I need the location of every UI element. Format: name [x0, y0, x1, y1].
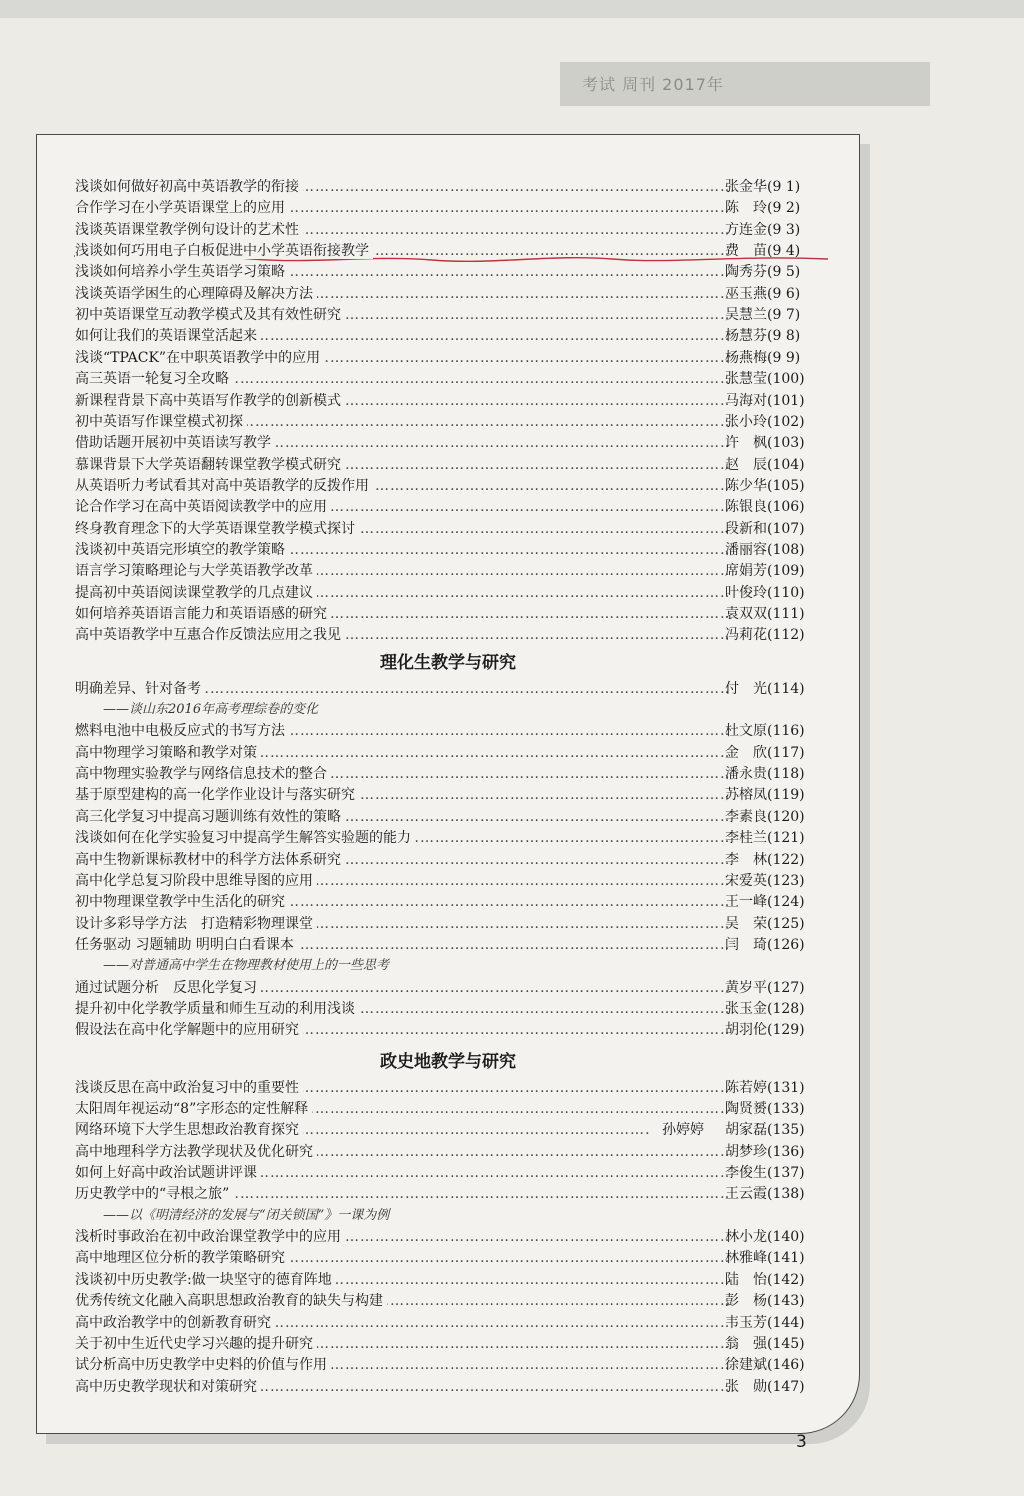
toc-entry [37, 892, 859, 913]
entry-author-page: 黄岁平(127) [725, 979, 805, 996]
toc-entry [37, 828, 859, 849]
entry-title-text: 太阳周年视运动“8”字形态的定性解释 [75, 1101, 312, 1117]
entry-title [75, 1020, 730, 1041]
entry-title-text: 从英语听力考试看其对高中英语教学的反拨作用 [75, 478, 373, 494]
entry-author-page: 陶秀芬(9 5) [725, 264, 801, 281]
entry-author-page: 陶贤赟(133) [725, 1101, 805, 1117]
entry-author-page: 张金华(9 1) [725, 179, 801, 195]
toc-entry [37, 348, 859, 369]
toc-entry [37, 914, 859, 935]
entry-author-page: 巫玉燕(9 6) [725, 285, 801, 302]
entry-title-text: 高中英语教学中互惠合作反馈法应用之我见 [75, 627, 345, 643]
entry-title-text: 终身教育理念下的大学英语课堂教学模式探讨 [75, 521, 359, 537]
entry-title [75, 391, 730, 412]
entry-author-page: 段新和(107) [725, 520, 805, 537]
entry-title-text: 借助话题开展初中英语读写教学 [75, 435, 275, 451]
toc-entry [37, 999, 859, 1020]
toc-entry [37, 1291, 859, 1312]
toc-entry [37, 455, 859, 476]
entry-author-page: 陆 怡(142) [725, 1271, 805, 1288]
entry-title [75, 1313, 730, 1334]
entry-title [75, 1099, 730, 1120]
entry-title [75, 198, 730, 219]
entry-title-text: 试分析高中历史教学中史料的价值与作用 [75, 1357, 331, 1373]
entry-author-page: 金 欣(117) [725, 744, 805, 761]
entry-title-text: 浅谈“TPACK”在中职英语教学中的应用 [75, 350, 324, 366]
toc-entry [37, 519, 859, 540]
toc-entry [37, 679, 859, 700]
toc-entry [37, 850, 859, 871]
toc-entry [37, 433, 859, 454]
entry-author-page: 翁 强(145) [725, 1335, 805, 1352]
entry-author-page: 赵 辰(104) [725, 456, 805, 473]
toc-entry [37, 497, 859, 518]
entry-title-text: 浅谈英语学困生的心理障碍及解决方法 [75, 286, 317, 302]
entry-author-page: 张玉金(128) [725, 1000, 805, 1017]
section-heading: 理化生教学与研究 [380, 652, 516, 673]
toc-entry [37, 807, 859, 828]
entry-title [75, 892, 730, 913]
entry-title-text: 基于原型建构的高一化学作业设计与落实研究 [75, 787, 359, 803]
entry-title-text: 高中地理区位分析的教学策略研究 [75, 1250, 289, 1266]
toc-entry [37, 284, 859, 305]
entry-author-page: 付 光(114) [725, 680, 805, 697]
entry-author-page: 李桂兰(121) [725, 830, 805, 847]
entry-title [75, 220, 730, 241]
entry-title [75, 1334, 730, 1355]
entry-title [75, 177, 730, 198]
entry-title-text: 语言学习策略理论与大学英语教学改革 [75, 563, 317, 579]
toc-entry [37, 177, 859, 198]
entry-title [75, 519, 730, 540]
entry-title [75, 1377, 730, 1398]
entry-title [75, 326, 730, 347]
entry-title-text: 关于初中生近代史学习兴趣的提升研究 [75, 1336, 317, 1352]
entry-title-text: 网络环境下大学生思想政治教育探究 [75, 1122, 303, 1138]
toc-entry [37, 1355, 859, 1376]
masthead-text: 考试 周刊 2017年 [582, 75, 724, 94]
entry-title [75, 497, 730, 518]
entry-title-text: 任务驱动 习题辅助 明明白白看课本 [75, 937, 298, 953]
entry-title [75, 348, 730, 369]
entry-author-page: 张慧莹(100) [725, 371, 805, 388]
toc-entry [37, 1270, 859, 1291]
toc-entry [37, 305, 859, 326]
entry-author-page: 许 枫(103) [725, 435, 805, 452]
entry-title-text: 论合作学习在高中英语阅读教学中的应用 [75, 499, 331, 515]
entry-title [75, 540, 730, 561]
entry-title-text: 假设法在高中化学解题中的应用研究 [75, 1022, 303, 1038]
entry-author-page: 彭 杨(143) [725, 1293, 805, 1310]
entry-author-page: 胡羽伦(129) [725, 1022, 805, 1039]
entry-title-text: 浅谈英语课堂教学例句设计的艺术性 [75, 222, 303, 238]
toc-entry [37, 1184, 859, 1205]
entry-title-text: 提高初中英语阅读课堂教学的几点建议 [75, 585, 317, 601]
entry-author-page: 胡家磊(135) [725, 1122, 805, 1139]
entry-title-text: 新课程背景下高中英语写作教学的创新模式 [75, 393, 345, 409]
entry-title [75, 1184, 730, 1205]
entry-title-text: 浅谈如何在化学实验复习中提高学生解答实验题的能力 [75, 830, 415, 846]
entry-author-page: 陈银良(106) [725, 499, 805, 516]
toc-entry [37, 1377, 859, 1398]
entry-author-page: 李 林(122) [725, 851, 805, 868]
toc-entry [37, 1020, 859, 1041]
entry-author-page: 席娟芳(109) [725, 563, 805, 580]
entry-title-text: 浅谈如何做好初高中英语教学的衔接 [75, 179, 303, 195]
entry-author-page: 宋爱英(123) [725, 872, 805, 889]
toc-entry [37, 412, 859, 433]
toc-entry [37, 935, 859, 956]
entry-title-text: 浅谈初中历史教学:做一块坚守的德育阵地 [75, 1272, 336, 1288]
entry-author-page: 陈 玲(9 2) [725, 200, 801, 217]
entry-author-page: 叶俊玲(110) [725, 584, 805, 601]
entry-title-text: 浅谈如何培养小学生英语学习策略 [75, 264, 289, 280]
toc-entry [37, 1078, 859, 1099]
entry-title [75, 914, 730, 935]
toc-entry [37, 764, 859, 785]
entry-author-page: 方连金(9 3) [725, 221, 801, 238]
entry-title [75, 999, 730, 1020]
entry-author-page: 王一峰(124) [725, 894, 805, 911]
entry-author-page: 袁双双(111) [725, 606, 805, 622]
entry-author-page: 费 苗(9 4) [725, 243, 801, 260]
toc-entry [37, 1313, 859, 1334]
entry-title-text: 高中物理学习策略和教学对策 [75, 745, 261, 761]
entry-title-text: 高中政治教学中的创新教育研究 [75, 1315, 275, 1331]
entry-title [75, 935, 730, 956]
masthead-band [560, 62, 930, 106]
entry-title [75, 561, 730, 582]
entry-author-page: 闫 琦(126) [725, 936, 805, 953]
entry-author-page: 李俊生(137) [725, 1165, 805, 1182]
entry-author-page: 徐建斌(146) [725, 1357, 805, 1374]
entry-author-page: 苏榕凤(119) [725, 787, 805, 804]
entry-author-page: 陈少华(105) [725, 477, 805, 494]
entry-title-text: 如何让我们的英语课堂活起来 [75, 328, 261, 344]
entry-title-text: 初中物理课堂教学中生活化的研究 [75, 894, 289, 910]
toc-entry [37, 1142, 859, 1163]
entry-title [75, 1078, 730, 1099]
entry-title-text: 明确差异、针对备考 [75, 681, 205, 697]
entry-title-text: 如何上好高中政治试题讲评课 [75, 1165, 261, 1181]
entry-title-text: 合作学习在小学英语课堂上的应用 [75, 200, 289, 216]
entry-title [75, 1270, 730, 1291]
entry-title-text: 如何培养英语语言能力和英语语感的研究 [75, 606, 331, 622]
entry-title-text: 历史教学中的“寻根之旅” [75, 1186, 233, 1202]
toc-entry [37, 785, 859, 806]
entry-title [75, 679, 730, 700]
entry-title [75, 625, 730, 646]
entry-title-text: 提升初中化学教学质量和师生互动的利用浅谈 [75, 1001, 359, 1017]
entry-title [75, 828, 730, 849]
toc-entry [37, 476, 859, 497]
entry-title-text: 设计多彩导学方法 打造精彩物理课堂 [75, 916, 317, 932]
toc-entry [37, 391, 859, 412]
toc-entry [37, 721, 859, 742]
entry-title-text: 初中英语课堂互动教学模式及其有效性研究 [75, 307, 345, 323]
entry-author-page: 胡梦珍(136) [725, 1143, 805, 1160]
entry-title-text: 浅谈初中英语完形填空的教学策略 [75, 542, 289, 558]
entry-title [75, 604, 730, 625]
entry-title [75, 476, 730, 497]
toc-entry [37, 1334, 859, 1355]
entry-title-text: 浅谈如何巧用电子白板促进中小学英语衔接教学 [75, 243, 373, 259]
entry-subtitle: ——谈山东2016年高考理综卷的变化 [103, 702, 319, 718]
entry-title-text: 初中英语写作课堂模式初探 [75, 414, 247, 430]
entry-title [75, 1227, 730, 1248]
entry-title [75, 284, 730, 305]
entry-title [75, 455, 730, 476]
toc-entry [37, 369, 859, 390]
entry-title [75, 1355, 730, 1376]
entry-title [75, 764, 730, 785]
entry-title [75, 305, 730, 326]
toc-entry [37, 561, 859, 582]
entry-title-text: 高中历史教学现状和对策研究 [75, 1379, 261, 1395]
entry-author-page: 韦玉芳(144) [725, 1314, 805, 1331]
toc-entry [37, 326, 859, 347]
entry-title-text: 高中物理实验教学与网络信息技术的整合 [75, 766, 331, 782]
entry-title-text: 高三英语一轮复习全攻略 [75, 371, 233, 387]
entry-title [75, 433, 730, 454]
entry-author-page: 林小龙(140) [725, 1229, 805, 1246]
entry-title [75, 807, 730, 828]
toc-entry [37, 220, 859, 241]
entry-title [75, 369, 730, 390]
scan-edge [0, 0, 1024, 18]
toc-entry [37, 1120, 859, 1141]
entry-coauthor: 孙婷婷 [662, 1122, 704, 1139]
entry-subtitle: ——对普通高中学生在物理教材使用上的一些思考 [103, 958, 390, 974]
entry-title [75, 850, 730, 871]
entry-title-text: 慕课背景下大学英语翻转课堂教学模式研究 [75, 457, 345, 473]
entry-title [75, 1248, 730, 1269]
entry-title [75, 412, 730, 433]
toc-entry [37, 583, 859, 604]
entry-author-page: 张 勋(147) [725, 1378, 805, 1395]
entry-author-page: 潘永贵(118) [725, 766, 805, 783]
toc-entry [37, 540, 859, 561]
entry-title-text: 浅析时事政治在初中政治课堂教学中的应用 [75, 1229, 345, 1245]
entry-subtitle: ——以《明清经济的发展与“闭关锁国”》一课为例 [103, 1207, 390, 1223]
toc-entry [37, 1099, 859, 1120]
entry-author-page: 冯莉花(112) [725, 627, 805, 644]
entry-title-text: 通过试题分析 反思化学复习 [75, 980, 261, 996]
entry-author-page: 杜文原(116) [725, 723, 805, 740]
entry-author-page: 杨慧芬(9 8) [725, 328, 801, 345]
entry-author-page: 林雅峰(141) [725, 1250, 805, 1267]
toc-entry [37, 198, 859, 219]
entry-author-page: 马海对(101) [725, 392, 805, 409]
entry-title-text: 高中地理科学方法教学现状及优化研究 [75, 1144, 317, 1160]
entry-author-page: 李素良(120) [725, 808, 805, 825]
entry-title-text: 优秀传统文化融入高职思想政治教育的缺失与构建 [75, 1293, 387, 1309]
entry-title [75, 1163, 730, 1184]
toc-entry [37, 625, 859, 646]
page-number: 3 [796, 1432, 807, 1452]
entry-title [75, 1142, 730, 1163]
section-heading: 政史地教学与研究 [380, 1051, 516, 1072]
entry-author-page: 吴 荣(125) [725, 915, 805, 932]
entry-title-text: 高中化学总复习阶段中思维导图的应用 [75, 873, 317, 889]
entry-title-text: 高中生物新课标教材中的科学方法体系研究 [75, 852, 345, 868]
entry-author-page: 杨燕梅(9 9) [725, 349, 801, 366]
entry-title [75, 743, 730, 764]
entry-title [75, 583, 730, 604]
entry-author-page: 王云霞(138) [725, 1186, 805, 1203]
entry-title [75, 785, 730, 806]
entry-title [75, 1120, 650, 1141]
toc-rows [37, 135, 859, 1433]
toc-entry [37, 1163, 859, 1184]
entry-author-page: 潘丽容(108) [725, 541, 805, 558]
toc-entry [37, 871, 859, 892]
entry-title-text: 高三化学复习中提高习题训练有效性的策略 [75, 809, 345, 825]
toc-entry [37, 1227, 859, 1248]
entry-title [75, 871, 730, 892]
entry-title-text: 燃料电池中电极反应式的书写方法 [75, 723, 289, 739]
entry-author-page: 吴慧兰(9 7) [725, 307, 801, 324]
toc-entry [37, 1248, 859, 1269]
entry-title-text: 浅谈反思在高中政治复习中的重要性 [75, 1080, 303, 1096]
entry-author-page: 张小玲(102) [725, 413, 805, 430]
entry-title [75, 721, 730, 742]
entry-title [75, 1291, 730, 1312]
entry-title [75, 978, 730, 999]
entry-author-page: 陈若婷(131) [725, 1079, 805, 1096]
toc-entry [37, 978, 859, 999]
toc-entry [37, 604, 859, 625]
table-of-contents [36, 134, 860, 1434]
toc-entry [37, 743, 859, 764]
